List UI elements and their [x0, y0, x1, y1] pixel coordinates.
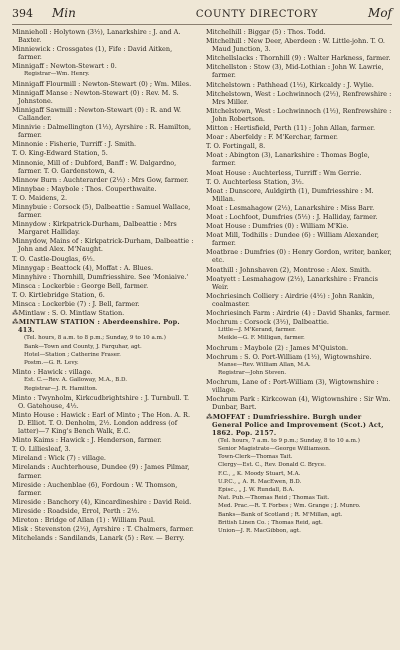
page-header — [12, 6, 392, 25]
directory-entry: T. O. Auchterless Station, 3½. — [206, 177, 304, 186]
directory-entry: Misk : Stevenston (2½), Ayrshire : T. Chalmers, farmer. — [12, 525, 194, 534]
directory-entry: Minnigaff : Newton-Stewart : 0. — [12, 62, 117, 71]
directory-entry: Bank—Town and County, J. Farquhar, agt. — [24, 343, 142, 350]
directory-entry: Mochriesinch Farm : Airdrie (4) : David Shanks, farmer. — [206, 309, 391, 317]
directory-entry: Moatyett : Lesmahagow (2½), Lanarkshire : Francis Weir. — [206, 274, 378, 291]
directory-entry: Minsca : Lockerbie (7) : J. Bell, farmer. — [12, 300, 140, 309]
directory-entry: Meikle—G. F. Milligan, farmer. — [218, 335, 305, 342]
text-columns — [12, 28, 392, 643]
running-head-left: Min — [52, 6, 76, 20]
directory-entry: Town-Clerk—Thomas Tait. — [218, 454, 293, 461]
directory-entry: Mochrum : Maybole (2) : James M'Quiston. — [206, 343, 349, 352]
directory-entry: Mochriesinch Colliery : Airdrie (4½) : John Rankin, coalmaster. — [206, 291, 375, 308]
directory-entry: Moat Mill, Todhills : Dundee (6) : William Alexander, farmer. — [206, 231, 379, 248]
directory-entry: Moat : Lesmahagow (2½), Lanarkshire : Miss Barr. — [206, 203, 375, 212]
directory-entry: Minnigaff Flourmill : Newton-Stewart (0) ; Wm. Miles. — [12, 79, 192, 88]
directory-entry: Minnonie : Fisherie, Turriff : J. Smith. — [12, 140, 137, 149]
directory-entry: T. O. King-Edward Station, 5. — [12, 149, 108, 158]
directory-entry: Mitchellslacks : Thornhill (9) : Walter Harkness, farmer. — [206, 54, 391, 63]
directory-entry: Minto : Hawick : village. — [12, 368, 93, 377]
directory-entry: Minnigaff Sawmill : Newton-Stewart (0) : R. and W. Callander. — [12, 105, 182, 123]
directory-entry: Banks—Bank of Scotland ; R. M'Millan, agt. — [218, 511, 343, 518]
directory-entry: Minnydow, Mains of : Kirkpatrick-Durham, Dalbeattie : John and Alex. M'Naught. — [12, 237, 194, 254]
directory-entry: Mitchelhill : Biggar (5) : Thos. Todd. — [206, 28, 326, 36]
directory-entry: Moat House : Dumfries (0) : William M'Kie. — [206, 222, 349, 231]
directory-entry: Mitchellston : Stow (3), Mid-Lothian : John W. Lawrie, farmer. — [206, 63, 384, 80]
directory-entry: Minto House : Hawick : Earl of Minto ; The Hon. A. R. D. Elliot. T. O. Denholm, 2½. London address (of latter)—7 King's Bench Walk, E.C. — [12, 410, 191, 436]
directory-entry: Moat : Lochfoot, Dumfries (5½) : J. Halliday, farmer. — [206, 212, 378, 221]
directory-entry: Minniewick : Crossgates (1), Fife : David Aitken, farmer. — [12, 45, 173, 62]
directory-entry: Mireside : Banchory (4), Kincardineshire : David Reid. — [12, 497, 192, 506]
directory-entry: British Linen Co. ; Thomas Reid, agt. — [218, 519, 323, 526]
directory-entry: Moatbrae : Dumfries (0) : Henry Gordon, writer, banker, etc. — [206, 248, 392, 265]
directory-entry: Registrar—Wm. Henry. — [24, 71, 90, 78]
directory-entry: Mochrum, Lane of : Port-William (3), Wigtownshire : village. — [206, 378, 379, 395]
directory-entry: T. O. Maidens, 2. — [12, 193, 68, 202]
directory-entry: Minnybae : Maybole : Thos. Couperthwaite. — [12, 184, 157, 193]
directory-entry: Moat House : Auchterless, Turriff : Wm Gerrie. — [206, 168, 362, 177]
directory-entry: U.P.C., „ A. R. MacEwen, B.D. — [218, 478, 302, 485]
page-number: 394 — [12, 7, 33, 20]
directory-entry: Minsca : Lockerbie : George Bell, farmer. — [12, 281, 149, 290]
directory-entry: Mitchelands : Sandilands, Lanark (5) : Rev. — Berry. — [12, 534, 185, 543]
directory-entry: Moar : Aberfeldy : F. M'Kerchar, farmer. — [206, 133, 338, 142]
directory-entry: Mitchelstown : Pathhead (1½), Kirkcaldy : J. Wylie. — [206, 80, 374, 89]
directory-entry: Moat : Abington (3), Lanarkshire : Thomas Bogle, farmer. — [206, 151, 370, 168]
directory-entry: Mitchelstown, West : Lochwinnoch (2½), Renfrewshire : Mrs Miller. — [206, 89, 392, 106]
directory-entry: Clergy—Est. C., Rev. Donald C. Bryce. — [218, 462, 326, 469]
right-column — [206, 28, 392, 643]
directory-entry: T. O. Castle-Douglas, 6½. — [12, 254, 95, 263]
directory-entry: ⁂MINTLAW STATION : Aberdeenshire. Pop. 413. — [12, 318, 180, 335]
directory-entry: T. O. Lilliesleaf, 3. — [12, 445, 71, 454]
directory-entry: Mireton : Bridge of Allan (1) : William Paul. — [12, 516, 156, 525]
directory-entry: Registrar—J. R. Hamilton. — [24, 385, 98, 392]
directory-entry: F.C., „ K. Moody Stuart, M.A. — [218, 470, 301, 477]
directory-entry: Mitchelhill : New Deer, Aberdeen : W. Little-john. T. O. Maud Junction, 3. — [206, 37, 385, 54]
directory-entry: Med. Prac.—R. T. Forbes ; Wm. Grange ; J. Munro. — [218, 503, 361, 510]
directory-entry: Nat. Pub.—Thomas Reid ; Thomas Tait. — [218, 495, 330, 502]
directory-entry: Minnybuie : Corsock (5), Dalbeattie : Samuel Wallace, farmer. — [12, 202, 191, 220]
directory-entry: Hotel—Station ; Catherine Fraser. — [24, 351, 121, 358]
directory-entry: Episc., „ J. W. Rundall, B.A. — [218, 487, 295, 494]
directory-entry: Minnivie : Dalmellington (1½), Ayrshire : R. Hamilton, farmer. — [12, 123, 192, 140]
directory-entry: Minnonie, Mill of : Dubford, Banff : W. Dalgardno, farmer. T. O. Gardenstown, 4. — [12, 158, 177, 175]
directory-entry: (Tel. hours, 7 a.m. to 9 p.m.; Sunday, 8 to 10 a.m.) — [218, 437, 360, 444]
directory-entry: (Tel. hours, 8 a.m. to 8 p.m.; Sunday, 9 to 10 a.m.) — [24, 335, 166, 342]
directory-entry: Mirelands : Auchterhouse, Dundee (9) : James Pilmar, farmer. — [12, 463, 190, 480]
directory-entry: Moat : Dunscore, Auldgirth (1), Dumfriesshire : M. Millan. — [206, 186, 374, 203]
directory-entry: Minnow Burn : Auchterarder (2½) : Mrs Gow, farmer. — [12, 175, 189, 184]
directory-entry: Mitchelstown, West : Lochwinnoch (1½), Renfrewshire : John Robertson. — [206, 106, 392, 123]
directory-entry: Little—J. M'Kerand, farmer. — [218, 327, 296, 334]
directory-entry: Moathill : Johnshaven (2), Montrose : Alex. Smith. — [206, 265, 372, 274]
directory-entry: Mireside : Roadside, Errol, Perth : 2½. — [12, 506, 140, 515]
directory-entry: Mitton : Hertisfield, Perth (11) : John Allan, farmer. — [206, 124, 376, 133]
running-head-title: COUNTY DIRECTORY — [195, 9, 319, 20]
directory-entry: Registrar—John Steven. — [218, 369, 287, 376]
directory-entry: Union—J. R. MacGibbon, agt. — [218, 528, 301, 535]
left-column — [12, 28, 198, 643]
directory-entry: Mochrum : S. O. Port-William (1½), Wigtownshire. — [206, 352, 372, 361]
directory-entry: ⁂Mintlaw : S. O. Mintlaw Station. — [12, 309, 125, 318]
directory-entry: Mochrum Park : Kirkcowan (4), Wigtownshire : Sir Wm. Dunbar, Bart. — [206, 395, 391, 412]
directory-entry: Mochrum : Corsock (3½), Dalbeattie. — [206, 318, 329, 327]
directory-entry: Senior Magistrate—George Williamson. — [218, 446, 331, 453]
directory-entry: ⁂MOFFAT : Dumfriesshire. Burgh under General Police and Improvement (Scot.) Act, 1862. Pop. 2157. — [206, 412, 384, 437]
directory-entry: Mireside : Auchenblae (6), Fordoun : W. Thomson, farmer. — [12, 480, 178, 497]
directory-entry: Minnigaff Manse : Newton-Stewart (0) : Rev. M. S. Johnstone. — [12, 88, 179, 105]
directory-entry: Minnieholl : Holytown (3½), Lanarkshire : J. and A. Baxter. — [12, 28, 181, 45]
directory-entry: Minnydow : Kirkpatrick-Durham, Dalbeattie : Mrs Margaret Halliday. — [12, 220, 177, 237]
directory-entry: Est. C.—Rev. A. Galloway, M.A., B.D. — [24, 377, 128, 384]
directory-entry: Mireland : Wick (7) : village. — [12, 454, 106, 463]
directory-entry: Minto : Twynholm, Kirkcudbrightshire : J. Turnbull. T. O. Gatehouse, 4½. — [12, 393, 190, 410]
directory-entry: Minnyhive : Thornhill, Dumfriesshire. See 'Moniaive.' — [12, 272, 189, 281]
directory-entry: T. O. Kirtlebridge Station, 6. — [12, 290, 105, 299]
directory-entry: Minto Kaims : Hawick : J. Henderson, farmer. — [12, 436, 162, 445]
directory-entry: Postm.—G. R. Levy. — [24, 360, 79, 366]
directory-entry: Manse—Rev. William Allan, M.A. — [218, 361, 311, 368]
running-head-right: Mof — [368, 6, 392, 20]
directory-entry: T. O. Fortingall, 8. — [206, 142, 266, 151]
directory-entry: Minnygap : Beattock (4), Moffat : A. Blues. — [12, 263, 154, 272]
